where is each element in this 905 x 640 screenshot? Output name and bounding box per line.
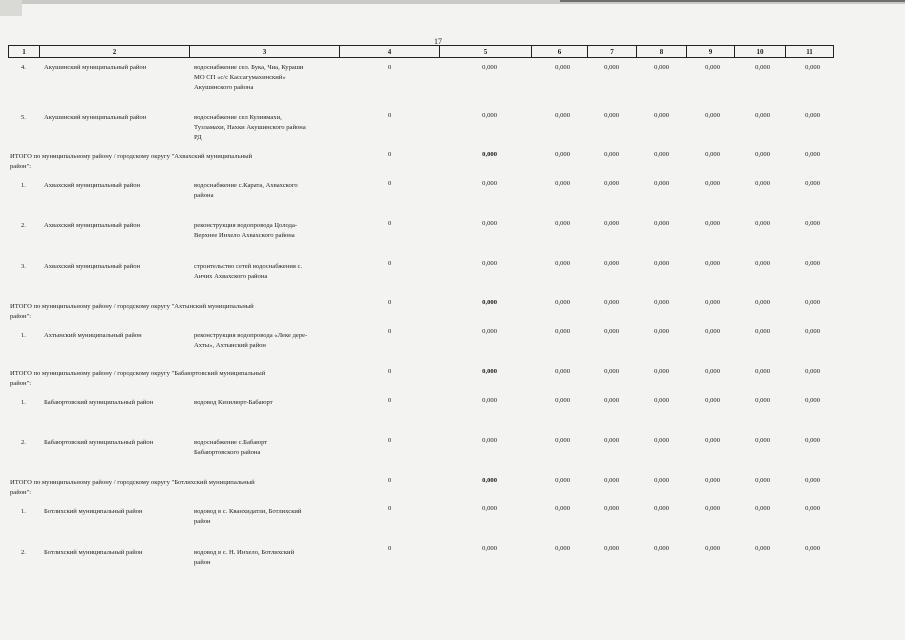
value-col-8: 0,000 [654,220,669,227]
value-col-6: 0,000 [555,397,570,404]
district-name: Бабаюртовский муниципальный район [44,439,154,446]
value-col-5: 0,000 [482,545,497,552]
total-row-label: ИТОГО по муниципальному району / городскому округу "Ахвахский муниципальный район": [10,153,253,170]
value-col-7: 0,000 [604,477,619,484]
value-col-11: 0,000 [805,260,820,267]
object-description: водоснабжение сел Кулиямахи, Тузламахи, Нахки Акушинского района РД [194,114,306,141]
value-col-4: 0 [388,64,392,71]
value-col-9: 0,000 [705,64,720,71]
total-row-label: ИТОГО по муниципальному району / городскому округу "Ботлихский муниципальный район": [10,479,255,496]
value-col-11: 0,000 [805,437,820,444]
value-col-9: 0,000 [705,151,720,158]
row-number: 2. [21,439,26,446]
value-col-11: 0,000 [805,64,820,71]
value-col-5: 0,000 [482,368,497,375]
total-row-label: ИТОГО по муниципальному району / городскому округу "Ахтынский муниципальный район": [10,303,254,320]
object-description: строительство сетей водоснабжения с. Анчих Ахвахского района [194,263,303,280]
value-col-8: 0,000 [654,545,669,552]
column-header-8: 8 [637,45,687,58]
value-col-6: 0,000 [555,151,570,158]
value-col-6: 0,000 [555,368,570,375]
scan-corner [0,0,22,16]
value-col-7: 0,000 [604,64,619,71]
value-col-8: 0,000 [654,477,669,484]
value-col-4: 0 [388,112,392,119]
value-col-9: 0,000 [705,477,720,484]
value-col-4: 0 [388,477,392,484]
value-col-5: 0,000 [482,180,497,187]
value-col-9: 0,000 [705,505,720,512]
value-col-7: 0,000 [604,368,619,375]
value-col-11: 0,000 [805,397,820,404]
value-col-4: 0 [388,505,392,512]
value-col-10: 0,000 [755,477,770,484]
value-col-9: 0,000 [705,180,720,187]
row-number: 1. [21,508,26,515]
value-col-7: 0,000 [604,112,619,119]
value-col-11: 0,000 [805,477,820,484]
value-col-8: 0,000 [654,397,669,404]
value-col-6: 0,000 [555,328,570,335]
value-col-10: 0,000 [755,112,770,119]
value-col-5: 0,000 [482,299,497,306]
value-col-7: 0,000 [604,220,619,227]
value-col-4: 0 [388,260,392,267]
value-col-4: 0 [388,328,392,335]
value-col-7: 0,000 [604,505,619,512]
column-header-1: 1 [8,45,40,58]
district-name: Бабаюртовский муниципальный район [44,399,154,406]
row-number: 5. [21,114,26,121]
value-col-9: 0,000 [705,220,720,227]
value-col-6: 0,000 [555,505,570,512]
value-col-6: 0,000 [555,220,570,227]
scan-edge-dark [560,0,905,2]
value-col-8: 0,000 [654,151,669,158]
value-col-11: 0,000 [805,368,820,375]
value-col-6: 0,000 [555,64,570,71]
value-col-10: 0,000 [755,328,770,335]
value-col-6: 0,000 [555,299,570,306]
value-col-5: 0,000 [482,477,497,484]
value-col-9: 0,000 [705,437,720,444]
value-col-7: 0,000 [604,328,619,335]
value-col-4: 0 [388,299,392,306]
column-header-3: 3 [190,45,340,58]
value-col-5: 0,000 [482,220,497,227]
value-col-9: 0,000 [705,397,720,404]
value-col-10: 0,000 [755,260,770,267]
value-col-9: 0,000 [705,368,720,375]
row-number: 3. [21,263,26,270]
value-col-9: 0,000 [705,328,720,335]
column-header-10: 10 [735,45,786,58]
value-col-6: 0,000 [555,260,570,267]
total-row-label: ИТОГО по муниципальному району / городскому округу "Бабаюртовский муниципальный район": [10,370,266,387]
value-col-8: 0,000 [654,64,669,71]
column-header-9: 9 [687,45,735,58]
object-description: реконструкция водопровода «Леке дере- Ахты», Ахтынский район [194,332,308,349]
object-description: водоснабжение с.Карата, Ахвахского района [194,182,298,199]
value-col-4: 0 [388,220,392,227]
value-col-8: 0,000 [654,260,669,267]
value-col-8: 0,000 [654,505,669,512]
value-col-5: 0,000 [482,328,497,335]
district-name: Ахвахский муниципальный район [44,182,141,189]
value-col-10: 0,000 [755,368,770,375]
row-number: 1. [21,332,26,339]
district-name: Акушинский муниципальный район [44,114,147,121]
value-col-11: 0,000 [805,180,820,187]
value-col-4: 0 [388,545,392,552]
value-col-5: 0,000 [482,260,497,267]
object-description: водоснабжение сел. Бука, Чиа, Кураши МО СП «с/с Кассагумахинский» Акушинского района [194,64,304,91]
row-number: 2. [21,222,26,229]
value-col-7: 0,000 [604,260,619,267]
value-col-10: 0,000 [755,437,770,444]
row-number: 1. [21,182,26,189]
value-col-8: 0,000 [654,437,669,444]
value-col-5: 0,000 [482,151,497,158]
district-name: Ботлихский муниципальный район [44,508,143,515]
value-col-9: 0,000 [705,545,720,552]
value-col-4: 0 [388,151,392,158]
value-col-10: 0,000 [755,180,770,187]
value-col-7: 0,000 [604,299,619,306]
value-col-6: 0,000 [555,112,570,119]
value-col-11: 0,000 [805,112,820,119]
page-number: 17 [434,37,442,46]
value-col-11: 0,000 [805,220,820,227]
object-description: водовод Кизилюрт-Бабаюрт [194,399,273,406]
row-number: 4. [21,64,26,71]
column-header-11: 11 [786,45,834,58]
district-name: Ахвахский муниципальный район [44,263,141,270]
district-name: Акушинский муниципальный район [44,64,147,71]
value-col-8: 0,000 [654,299,669,306]
value-col-5: 0,000 [482,505,497,512]
value-col-11: 0,000 [805,299,820,306]
value-col-6: 0,000 [555,477,570,484]
value-col-4: 0 [388,397,392,404]
value-col-11: 0,000 [805,545,820,552]
value-col-8: 0,000 [654,112,669,119]
value-col-10: 0,000 [755,505,770,512]
value-col-10: 0,000 [755,545,770,552]
value-col-10: 0,000 [755,397,770,404]
value-col-4: 0 [388,180,392,187]
column-header-6: 6 [532,45,588,58]
object-description: водовод в с. Кванхидатли, Ботлихский район [194,508,302,525]
value-col-7: 0,000 [604,545,619,552]
column-header-5: 5 [440,45,532,58]
district-name: Ахтынский муниципальный район [44,332,142,339]
value-col-10: 0,000 [755,151,770,158]
value-col-11: 0,000 [805,151,820,158]
value-col-10: 0,000 [755,299,770,306]
object-description: водовод в с. Н. Инхело, Ботлихский район [194,549,295,566]
row-number: 2. [21,549,26,556]
value-col-9: 0,000 [705,112,720,119]
value-col-6: 0,000 [555,545,570,552]
value-col-5: 0,000 [482,112,497,119]
value-col-5: 0,000 [482,397,497,404]
value-col-5: 0,000 [482,437,497,444]
value-col-8: 0,000 [654,180,669,187]
value-col-11: 0,000 [805,505,820,512]
column-header-7: 7 [588,45,637,58]
value-col-11: 0,000 [805,328,820,335]
value-col-7: 0,000 [604,437,619,444]
value-col-8: 0,000 [654,328,669,335]
value-col-4: 0 [388,437,392,444]
value-col-10: 0,000 [755,220,770,227]
value-col-7: 0,000 [604,180,619,187]
column-header-4: 4 [340,45,440,58]
district-name: Ахвахский муниципальный район [44,222,141,229]
value-col-7: 0,000 [604,397,619,404]
value-col-6: 0,000 [555,180,570,187]
value-col-5: 0,000 [482,64,497,71]
value-col-7: 0,000 [604,151,619,158]
value-col-9: 0,000 [705,260,720,267]
value-col-4: 0 [388,368,392,375]
value-col-8: 0,000 [654,368,669,375]
object-description: водоснабжение с.Бабаюрт Бабаюртовского района [194,439,268,456]
value-col-9: 0,000 [705,299,720,306]
column-header-2: 2 [40,45,190,58]
district-name: Ботлихский муниципальный район [44,549,143,556]
value-col-10: 0,000 [755,64,770,71]
row-number: 1. [21,399,26,406]
value-col-6: 0,000 [555,437,570,444]
object-description: реконструкция водопровода Цолода- Верхнее Инхело Ахвахского района [194,222,298,239]
